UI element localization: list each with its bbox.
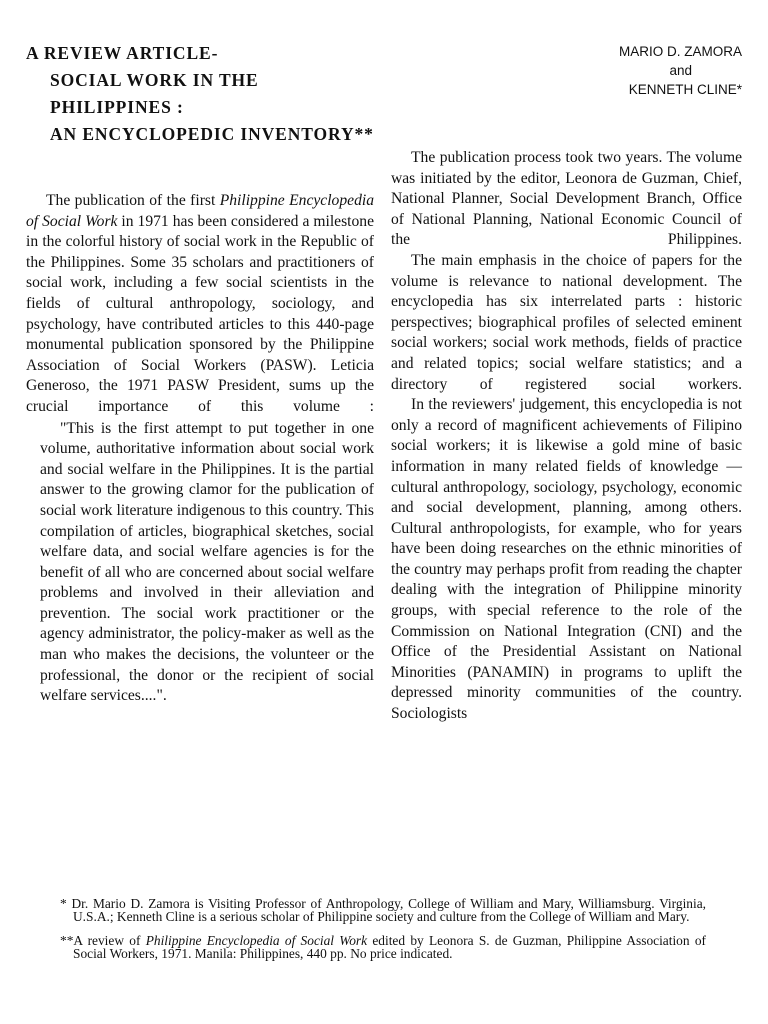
judgement-paragraph: In the reviewers' judgement, this encyclopedia is not only a record of magnificent achievements of Filipino social workers; it is likewise a gold mine of basic information in many related fields of knowledge — cultural anthropology, sociology, psychology, economic and social development, planning, among others. Cultural anthropologists, for example, who for years have been doing researches on the ethnic minorities of the country may perhaps profit from reading the chapter dealing with the integration of Philippine minority groups, with special reference to the role of the Commission on National Integration (CNI) and the Office of the Presidential Assistant on National Minorities (PANAMIN) in programs to uplift the depressed minority communities of the country. Sociologists bbox=[391, 396, 742, 723]
publication-process-paragraph: The publication process took two years. The volume was initiated by the editor, Leonora de Guzman, Chief, National Planner, Social Development Branch, Office of National Planning, National Economic Council of the Philippines. bbox=[391, 149, 742, 249]
footnote-2-title: Philippine Encyclopedia of Social Work bbox=[145, 932, 368, 948]
author-1: MARIO D. ZAMORA bbox=[618, 44, 742, 59]
intro-paragraph-start: The publication of the first bbox=[46, 192, 220, 209]
footnotes bbox=[60, 897, 706, 971]
title-line-3: PHILIPPINES : bbox=[50, 97, 184, 117]
intro-paragraph-rest: in 1971 has been considered a milestone in the colorful history of social work in the Republic of the Philippines. Some 35 scholars and practitioners of social work, including a few social scientists in the fields of cultural anthropology, sociology, and psychology, have contributed articles to this 440-page monumental publication sponsored by the Philippine Association of Social Workers (PASW). Leticia Generoso, the 1971 PASW President, sums up the crucial importance of this volume : bbox=[26, 212, 374, 415]
title-line-2: SOCIAL WORK IN THE bbox=[50, 70, 259, 90]
footnote-1: * Dr. Mario D. Zamora is Visiting Professor of Anthropology, College of William and Mary, Williamsburg. Virginia, U.S.A.; Kenneth Cline is a serious scholar of Philippine society and culture from the College of William and Mary. bbox=[60, 896, 706, 925]
left-column bbox=[26, 191, 374, 707]
right-column bbox=[391, 148, 742, 725]
title-line-4: AN ENCYCLOPEDIC INVENTORY** bbox=[50, 124, 374, 144]
article-title bbox=[26, 40, 374, 148]
author-block bbox=[542, 42, 742, 99]
emphasis-paragraph: The main emphasis in the choice of papers for the volume is relevance to national development. The encyclopedia has six interrelated parts : historic perspectives; biographical profiles of selected eminent social workers; social work methods, fields of practice and related topics; social welfare statistics; and a directory of registered social workers. bbox=[391, 251, 742, 393]
intro-paragraph bbox=[26, 191, 374, 418]
footnote-2 bbox=[60, 934, 706, 961]
footnote-2-start: **A review of bbox=[60, 932, 146, 948]
footnote-2-rest: edited by Leonora S. de Guzman, Philippine Association of Social Workers, 1971. Manila: Philippines, 440 pp. No price indicated. bbox=[73, 932, 706, 962]
author-conjunction: and bbox=[669, 63, 692, 78]
block-quote: "This is the first attempt to put together in one volume, authoritative information about social work and social welfare in the Philippines. It is the partial answer to the growing clamor for the publication of social work literature indigenous to this country. This compilation of articles, biographical sketches, social welfare data, and social welfare agencies is for the benefit of all who are concerned about social welfare problems and involved in their alleviation and prevention. The social work practitioner or the agency administrator, the policy-maker as well as the man who makes the decisions, the volunteer or the professional, the donor or the recipient of social welfare services....". bbox=[40, 419, 374, 705]
title-line-1: A REVIEW ARTICLE- bbox=[26, 43, 219, 63]
encyclopedia-title: Philippine Encyclopedia of Social Work bbox=[26, 192, 374, 230]
author-2: KENNETH CLINE* bbox=[628, 82, 742, 97]
